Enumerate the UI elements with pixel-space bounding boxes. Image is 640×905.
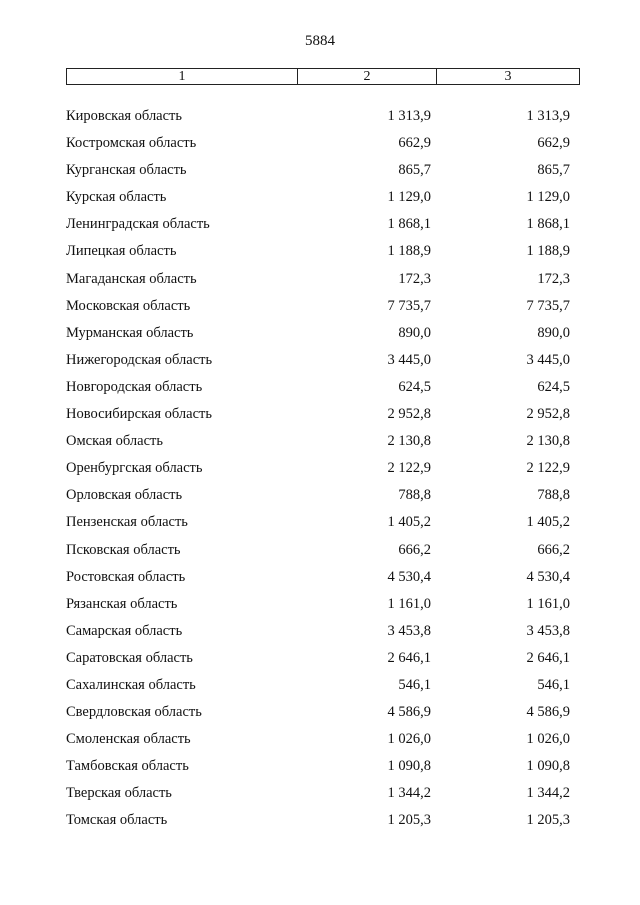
region-name: Ленинградская область	[66, 216, 210, 233]
value-column-3: 1 026,0	[526, 731, 570, 748]
table-row	[0, 484, 640, 511]
value-column-3: 865,7	[537, 162, 570, 179]
table-row	[0, 403, 640, 430]
value-column-2: 1 313,9	[387, 108, 431, 124]
value-column-3: 1 188,9	[526, 243, 570, 260]
value-column-2: 2 130,8	[387, 433, 431, 450]
value-column-3: 1 868,1	[526, 216, 570, 233]
region-name: Липецкая область	[66, 243, 177, 260]
value-column-3: 666,2	[537, 541, 570, 558]
region-name: Оренбургская область	[66, 460, 203, 477]
table-row	[0, 647, 640, 674]
region-name: Орловская область	[66, 487, 183, 504]
value-column-3: 1 161,0	[526, 595, 570, 612]
value-column-2: 1 161,0	[387, 595, 431, 612]
table-row	[0, 186, 640, 213]
value-column-2: 4 530,4	[387, 568, 431, 585]
value-column-3: 2 952,8	[526, 406, 570, 423]
table-row	[0, 240, 640, 267]
region-name: Тамбовская область	[66, 758, 189, 775]
region-name: Новгородская область	[66, 378, 203, 395]
table-row	[0, 213, 640, 240]
value-column-3: 546,1	[537, 676, 570, 693]
value-column-3: 890,0	[537, 324, 570, 341]
column-header-3: 3	[504, 69, 512, 84]
region-name: Нижегородская область	[66, 351, 213, 368]
table-body	[0, 105, 640, 837]
value-column-2: 788,8	[398, 487, 431, 504]
region-name: Тверская область	[66, 785, 172, 802]
value-column-3: 3 453,8	[526, 622, 570, 639]
table-row	[0, 132, 640, 159]
value-column-3: 1 405,2	[526, 514, 570, 531]
value-column-3: 624,5	[537, 378, 570, 395]
region-name: Курганская область	[66, 162, 187, 179]
region-name: Московская область	[66, 297, 191, 314]
region-name: Саратовская область	[66, 649, 193, 666]
table-row	[0, 349, 640, 376]
value-column-3: 788,8	[537, 487, 570, 504]
value-column-3: 1 205,3	[526, 812, 570, 829]
table-row	[0, 620, 640, 647]
value-column-3: 4 530,4	[526, 568, 570, 585]
region-name: Самарская область	[66, 622, 183, 639]
table-row	[0, 159, 640, 186]
table-row	[0, 376, 640, 403]
value-column-2: 3 453,8	[387, 622, 431, 639]
table-row	[0, 430, 640, 457]
region-name: Костромская область	[66, 135, 197, 152]
value-column-2: 1 405,2	[387, 514, 431, 531]
value-column-2: 1 129,0	[387, 189, 431, 206]
value-column-2: 1 205,3	[387, 812, 431, 829]
value-column-3: 1 090,8	[526, 758, 570, 775]
value-column-2: 662,9	[398, 135, 431, 152]
value-column-2: 4 586,9	[387, 704, 431, 721]
region-name: Свердловская область	[66, 704, 202, 721]
value-column-3: 1 129,0	[526, 189, 570, 206]
region-name: Кировская область	[66, 108, 183, 124]
value-column-2: 546,1	[398, 676, 431, 693]
table-row	[0, 782, 640, 809]
value-column-2: 666,2	[398, 541, 431, 558]
value-column-2: 3 445,0	[387, 351, 431, 368]
region-name: Псковская область	[66, 541, 181, 558]
value-column-2: 1 868,1	[387, 216, 431, 233]
value-column-2: 1 026,0	[387, 731, 431, 748]
value-column-3: 662,9	[537, 135, 570, 152]
table-row	[0, 755, 640, 782]
region-name: Рязанская область	[66, 595, 178, 612]
value-column-2: 1 188,9	[387, 243, 431, 260]
region-name: Смоленская область	[66, 731, 191, 748]
value-column-2: 2 952,8	[387, 406, 431, 423]
table-row	[0, 268, 640, 295]
column-header-1: 1	[67, 69, 298, 84]
value-column-2: 7 735,7	[387, 297, 431, 314]
value-column-3: 1 313,9	[526, 108, 570, 124]
region-name: Магаданская область	[66, 270, 197, 287]
value-column-2: 624,5	[398, 378, 431, 395]
value-column-3: 3 445,0	[526, 351, 570, 368]
value-column-3: 172,3	[537, 270, 570, 287]
value-column-3: 1 344,2	[526, 785, 570, 802]
table-row	[0, 566, 640, 593]
table-row	[0, 295, 640, 322]
value-column-3: 4 586,9	[526, 704, 570, 721]
table-row	[0, 701, 640, 728]
region-name: Новосибирская область	[66, 406, 212, 423]
value-column-3: 2 130,8	[526, 433, 570, 450]
table-row	[0, 674, 640, 701]
table-row	[0, 809, 640, 836]
table-row	[0, 322, 640, 349]
region-name: Пензенская область	[66, 514, 188, 531]
region-name: Сахалинская область	[66, 676, 196, 693]
table-row	[0, 457, 640, 484]
table-row	[0, 593, 640, 620]
table-row	[0, 105, 640, 132]
region-name: Омская область	[66, 433, 163, 450]
table-row	[0, 511, 640, 538]
region-name: Томская область	[66, 812, 168, 829]
value-column-3: 7 735,7	[526, 297, 570, 314]
value-column-2: 2 646,1	[387, 649, 431, 666]
value-column-3: 2 122,9	[526, 460, 570, 477]
region-name: Мурманская область	[66, 324, 194, 341]
value-column-2: 1 344,2	[387, 785, 431, 802]
table-row	[0, 728, 640, 755]
value-column-2: 2 122,9	[387, 460, 431, 477]
value-column-2: 172,3	[398, 270, 431, 287]
table-row	[0, 539, 640, 566]
value-column-2: 865,7	[398, 162, 431, 179]
value-column-3: 2 646,1	[526, 649, 570, 666]
column-header-row	[66, 68, 580, 85]
page-number: 5884	[305, 33, 335, 49]
region-name: Курская область	[66, 189, 167, 206]
region-name: Ростовская область	[66, 568, 186, 585]
column-header-2: 2	[298, 69, 437, 84]
value-column-2: 1 090,8	[387, 758, 431, 775]
value-column-2: 890,0	[398, 324, 431, 341]
